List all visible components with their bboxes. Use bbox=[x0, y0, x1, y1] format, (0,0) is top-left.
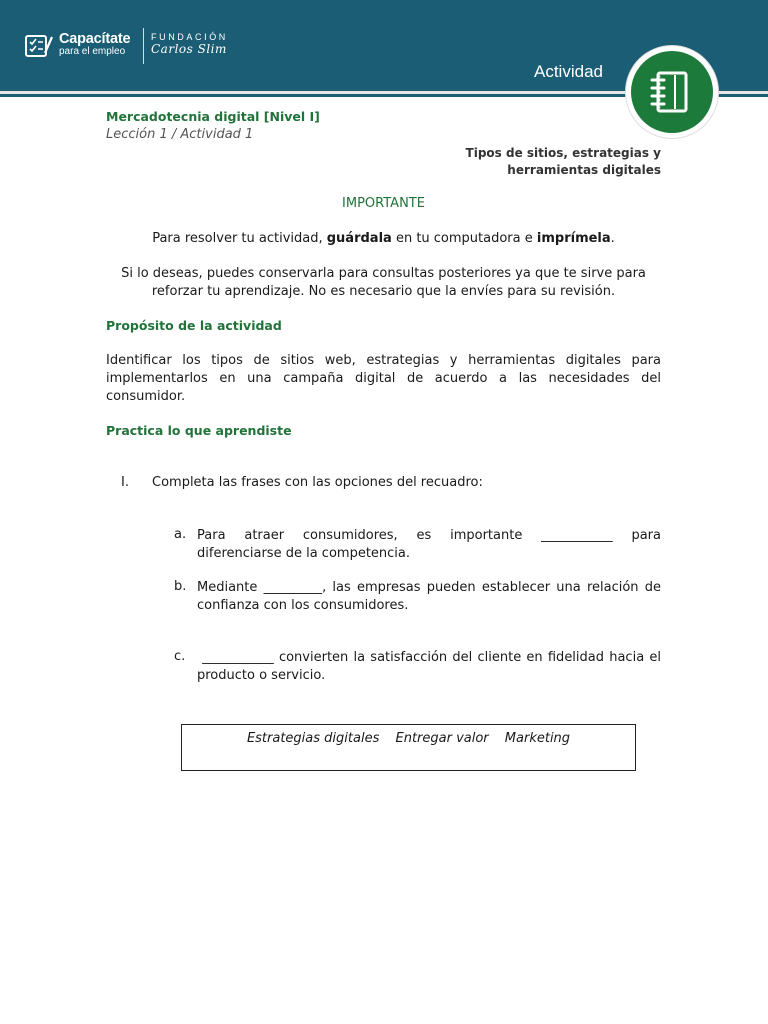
header-title: Actividad bbox=[534, 62, 603, 81]
important-heading: IMPORTANTE bbox=[342, 196, 425, 211]
purpose-paragraph: Identificar los tipos de sitios web, estrategias y herramientas digitales para implementarlos en una campaña digital de acuerdo a las necesidades del consumidor. bbox=[106, 353, 661, 404]
save-print-instruction bbox=[106, 230, 661, 248]
activity-topic bbox=[361, 145, 661, 179]
lesson-label: Lección 1 / Actividad 1 bbox=[106, 127, 254, 142]
item-b-text: Mediante _________, las empresas pueden establecer una relación de confianza con los consumidores. bbox=[197, 580, 661, 613]
option-marketing: Marketing bbox=[504, 731, 571, 746]
option-digital-strategies: Estrategias digitales bbox=[246, 731, 380, 746]
logo-subtitle: para el empleo bbox=[59, 46, 126, 57]
checklist-logo-icon bbox=[24, 33, 54, 59]
notebook-icon bbox=[631, 51, 713, 133]
options-list bbox=[182, 731, 635, 746]
topic-line-1: Tipos de sitios, estrategias y bbox=[465, 146, 661, 160]
item-b-letter: b. bbox=[174, 579, 187, 594]
topic-line-2: herramientas digitales bbox=[507, 163, 661, 177]
instruction-text-1: Para resolver tu actividad, bbox=[152, 231, 327, 246]
option-deliver-value: Entregar valor bbox=[395, 731, 489, 746]
instruction-bold-save: guárdala bbox=[326, 231, 392, 246]
instruction-number: I. bbox=[121, 475, 129, 490]
options-box bbox=[181, 724, 636, 771]
logo-name: Capacítate bbox=[59, 31, 131, 47]
purpose-heading: Propósito de la actividad bbox=[106, 318, 282, 333]
instruction-text: Completa las frases con las opciones del recuadro: bbox=[152, 475, 483, 490]
course-title: Mercadotecnia digital [Nivel I] bbox=[106, 109, 320, 124]
practice-heading: Practica lo que aprendiste bbox=[106, 423, 292, 438]
item-c-text: ___________ convierten la satisfacción del cliente en fidelidad hacia el producto o servicio. bbox=[197, 650, 666, 683]
instruction-text-2: en tu computadora e bbox=[391, 231, 537, 246]
item-c-letter: c. bbox=[174, 649, 186, 664]
foundation-name: Carlos Slim bbox=[151, 42, 227, 56]
instruction-bold-print: imprímela bbox=[536, 231, 611, 246]
foundation-label: FUNDACIÓN bbox=[151, 32, 228, 42]
item-a-letter: a. bbox=[174, 527, 187, 542]
logo-divider bbox=[143, 28, 144, 64]
instruction-text-3: . bbox=[610, 231, 615, 246]
keep-note-paragraph: Si lo deseas, puedes conservarla para consultas posteriores ya que te sirve para reforzar tu aprendizaje. No es necesario que la envíes para su revisión. bbox=[121, 266, 646, 299]
activity-badge-circle bbox=[631, 51, 713, 133]
activity-badge bbox=[626, 46, 718, 138]
item-a-text: Para atraer consumidores, es importante ___________ para diferenciarse de la competencia. bbox=[197, 528, 661, 561]
